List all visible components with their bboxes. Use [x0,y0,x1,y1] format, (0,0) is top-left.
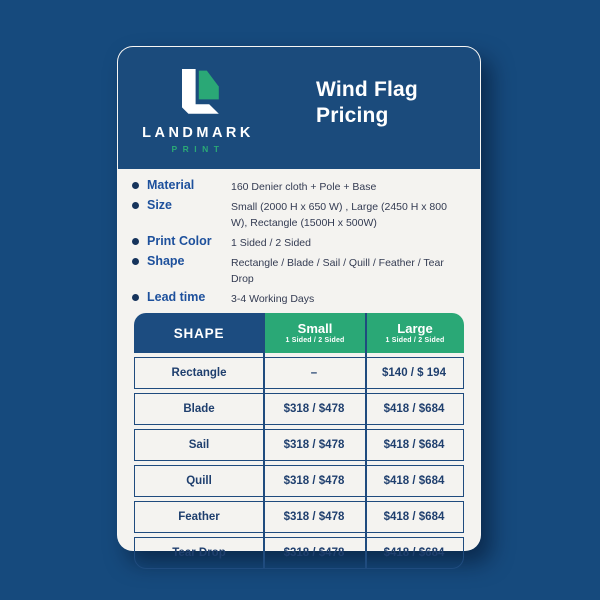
table-row-rectangle [134,357,464,389]
table-row-blade [134,393,464,425]
brand-block [122,47,274,154]
spec-value: 1 Sided / 2 Sided [231,237,311,249]
page-title [316,47,418,129]
pricing-card [117,46,481,559]
column-header-shape: SHAPE [134,313,264,353]
table-header-row [134,313,464,353]
column-header-large-label: Large [397,320,433,336]
price-table [134,313,464,569]
spec-value: Small (2000 H x 650 W) , Large (2450 H x 800 W), Rectangle (1500H x 500W) [231,201,447,229]
brand-name: LANDMARK [142,125,254,141]
column-header-large [366,313,464,353]
spec-label: Material [147,178,195,192]
bullet-icon [132,238,139,245]
cell-small-price: $318 / $478 [283,403,345,415]
column-divider [263,313,265,569]
cell-shape: Sail [188,439,210,451]
cell-small-price: $318 / $478 [283,547,345,559]
cell-shape: Tear Drop [172,547,226,559]
table-row-sail [134,429,464,461]
column-divider [365,313,367,569]
cell-shape: Blade [183,403,215,415]
spec-value: 160 Denier cloth + Pole + Base [231,181,377,193]
spec-row-material [130,178,464,195]
cell-large-price: $140 / $ 194 [382,367,446,379]
cell-small-price: $318 / $478 [283,511,345,523]
column-header-large-sub: 1 Sided / 2 Sided [385,336,445,344]
page-title-line1: Wind Flag [316,78,418,101]
table-row-feather [134,501,464,533]
cell-small-price: – [310,367,318,379]
spec-label: Shape [147,254,185,268]
spec-list [118,169,480,307]
landmark-logo-icon [174,65,222,121]
cell-large-price: $418 / $684 [383,475,445,487]
cell-small-price: $318 / $478 [283,439,345,451]
spec-label: Lead time [147,290,206,304]
column-header-small-sub: 1 Sided / 2 Sided [285,336,345,344]
page-title-line2: Pricing [316,104,389,127]
cell-large-price: $418 / $684 [383,439,445,451]
bullet-icon [132,258,139,265]
spec-row-print-color [130,234,464,251]
cell-small-price: $318 / $478 [283,475,345,487]
spec-label: Print Color [147,234,212,248]
column-header-small-label: Small [297,320,333,336]
column-header-small [264,313,366,353]
table-body [134,357,464,569]
bullet-icon [132,202,139,209]
table-row-tear-drop [134,537,464,569]
cell-large-price: $418 / $684 [383,547,445,559]
cell-large-price: $418 / $684 [383,403,445,415]
cell-shape: Rectangle [171,367,227,379]
cell-shape: Feather [178,511,220,523]
spec-row-shape [130,254,464,287]
bullet-icon [132,182,139,189]
spec-label: Size [147,198,173,212]
brand-tagline: PRINT [171,144,225,154]
spec-row-lead-time [130,290,464,307]
spec-value: 3-4 Working Days [231,293,315,305]
spec-value: Rectangle / Blade / Sail / Quill / Feather / Tear Drop [231,257,444,285]
spec-row-size [130,198,464,231]
table-row-quill [134,465,464,497]
bullet-icon [132,294,139,301]
cell-large-price: $418 / $684 [383,511,445,523]
card-header [118,47,480,169]
cell-shape: Quill [186,475,212,487]
